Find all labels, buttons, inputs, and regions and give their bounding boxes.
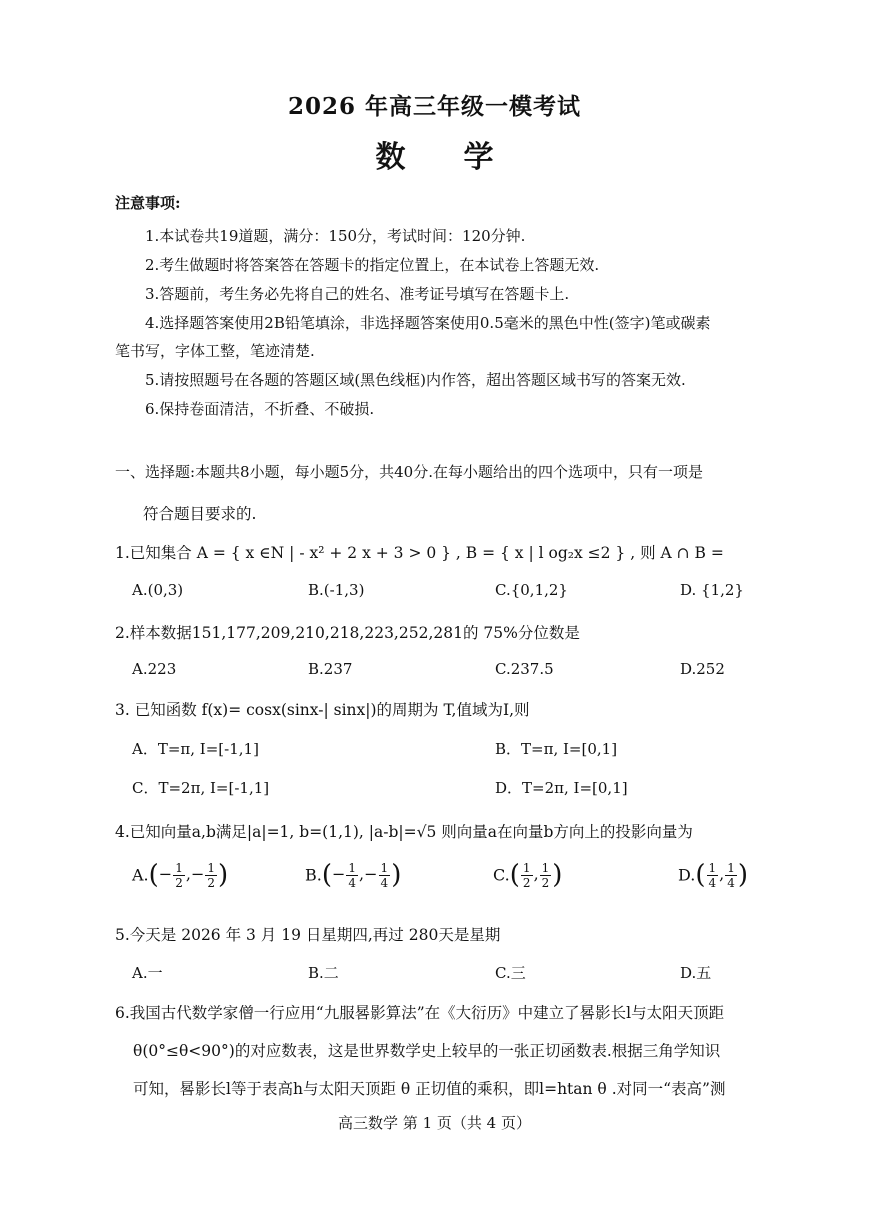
q4-sign: − (190, 864, 205, 884)
q4-option-label: D. (678, 865, 696, 885)
q3-option-c: C．T=2π, I=[-1,1] (132, 779, 270, 797)
q4-fraction: $\frac{1}{4}$ (727, 860, 735, 890)
q3-option-b: B．T=π, I=[0,1] (495, 740, 618, 758)
note-item: 1.本试卷共19道题，满分：150分，考试时间：120分钟. (145, 227, 526, 245)
q4-sign: − (332, 864, 346, 884)
question-6-line: 可知，晷影长l等于表高h与太阳天顶距 θ 正切值的乘积，即l=htan θ .对同一“表高”测 (133, 1080, 726, 1098)
section-heading-cont: 符合题目要求的. (143, 505, 257, 523)
question-2-stem: 2.样本数据151,177,209,210,218,223,252,281的 75%分位数是 (115, 624, 580, 642)
note-item: 笔书写，字体工整，笔迹清楚. (115, 342, 315, 360)
question-4-stem: 4.已知向量a,b满足|a|=1, b=(1,1), |a-b|=√5 则向量a在向量b方向上的投影向量为 (115, 823, 693, 841)
q4-option-label: C. (493, 865, 510, 885)
q4-fraction: $\frac{1}{2}$ (175, 860, 183, 890)
q4-option-label: B. (305, 865, 322, 885)
question-3-stem: 3. 已知函数 f(x)= cosx(sinx-| sinx|)的周期为 T,值域为I,则 (115, 701, 530, 719)
q4-option-b: B.(− $\frac{1}{4}$ ,− $\frac{1}{4}$ ) (305, 860, 402, 890)
q2-option-d: D.252 (680, 660, 725, 678)
q1-option-c: C.{0,1,2} (495, 581, 568, 599)
q4-fraction: $\frac{1}{2}$ (541, 860, 550, 890)
note-item: 4.选择题答案使用2B铅笔填涂，非选择题答案使用0.5毫米的黑色中性(签字)笔或碳素 (145, 314, 711, 332)
q4-fraction: $\frac{1}{4}$ (380, 860, 389, 890)
q4-sign: − (364, 864, 378, 884)
q4-sign: − (158, 864, 173, 884)
section-heading: 一、选择题:本题共8小题，每小题5分，共40分.在每小题给出的四个选项中，只有一项是 (115, 463, 703, 481)
note-item: 3.答题前，考生务必先将自己的姓名、准考证号填写在答题卡上. (145, 285, 570, 303)
q4-fraction: $\frac{1}{2}$ (522, 860, 531, 890)
q1-option-a: A.(0,3) (132, 581, 184, 599)
question-6-line: 6.我国古代数学家僧一行应用“九服晷影算法”在《大衍历》中建立了晷影长l与太阳天顶距 (115, 1004, 725, 1022)
q4-fraction: $\frac{1}{4}$ (708, 860, 717, 890)
note-item: 6.保持卷面清洁，不折叠、不破损. (145, 400, 375, 418)
q4-option-a: A.(− $\frac{1}{2}$ ,− $\frac{1}{2}$ ) (132, 860, 229, 890)
q2-option-a: A.223 (132, 660, 177, 678)
q4-fraction: $\frac{1}{4}$ (348, 860, 357, 890)
question-6-line: θ(0°≤θ<90°)的对应数表，这是世界数学史上较早的一张正切函数表.根据三角学知识 (133, 1042, 721, 1060)
page-footer: 高三数学 第 1 页（共 4 页） (338, 1114, 531, 1132)
q2-option-c: C.237.5 (495, 660, 554, 678)
q1-option-b: B.(-1,3) (308, 581, 365, 599)
q3-option-d: D．T=2π, I=[0,1] (495, 779, 628, 797)
q4-option-d: D.( $\frac{1}{4}$ , $\frac{1}{4}$ ) (678, 860, 749, 890)
notes-heading: 注意事项: (115, 194, 181, 212)
note-item: 2.考生做题时将答案答在答题卡的指定位置上，在本试卷上答题无效. (145, 256, 600, 274)
exam-title: 2026 年高三年级一模考试 (287, 93, 582, 120)
q5-option-a: A.一 (132, 964, 163, 982)
question-1-stem: 1.已知集合 A = { x ∈N | - x² + 2 x + 3 > 0 } , B = { x | l og₂x ≤2 } , 则 A ∩ B = (115, 544, 724, 562)
q5-option-c: C.三 (495, 964, 526, 982)
q4-option-c: C.( $\frac{1}{2}$ , $\frac{1}{2}$ ) (493, 860, 563, 890)
q5-option-b: B.二 (308, 964, 339, 982)
q1-option-d: D. {1,2} (680, 581, 744, 599)
q3-option-a: A．T=π, I=[-1,1] (132, 740, 259, 758)
subject-title: 数学 (375, 140, 552, 175)
q4-option-label: A. (132, 865, 149, 885)
note-item: 5.请按照题号在各题的答题区域(黑色线框)内作答，超出答题区域书写的答案无效. (145, 371, 686, 389)
question-5-stem: 5.今天是 2026 年 3 月 19 日星期四,再过 280天是星期 (115, 926, 501, 944)
q5-option-d: D.五 (680, 964, 712, 982)
q4-fraction: $\frac{1}{2}$ (207, 860, 215, 890)
q2-option-b: B.237 (308, 660, 353, 678)
